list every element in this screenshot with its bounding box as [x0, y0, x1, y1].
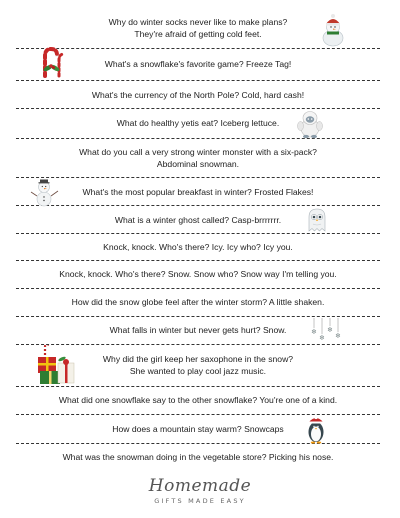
candy-cane-icon	[36, 46, 68, 80]
penguin-icon	[306, 416, 326, 444]
joke-strip-10	[16, 290, 380, 314]
joke-text: What did one snowflake say to the other snowflake? You're one of a kind.	[58, 394, 338, 405]
joke-strip-9	[16, 262, 380, 286]
joke-strip-4	[16, 110, 380, 136]
joke-text: What is a winter ghost called? Casp-brrrrrrr.	[114, 214, 282, 225]
cut-line	[16, 108, 380, 109]
joke-text: What do you call a very strong winter monster with a six-pack? Abdominal snowman.	[79, 146, 317, 169]
svg-text:❄: ❄	[327, 326, 333, 334]
joke-text: What's a snowflake's favorite game? Freeze Tag!	[104, 58, 292, 69]
brand-logo-name: Homemade	[148, 476, 252, 496]
cut-line	[16, 316, 380, 317]
cut-line	[16, 288, 380, 289]
joke-text: What falls in winter but never gets hurt? Snow.	[109, 324, 287, 335]
joke-text: What was the snowman doing in the vegetable store? Picking his nose.	[62, 451, 334, 462]
brand-tagline: GIFTS MADE EASY	[154, 497, 246, 505]
snowman-red-hat-icon	[318, 13, 348, 47]
joke-text: What do healthy yetis eat? Iceberg lettuce.	[116, 117, 280, 128]
cut-line	[16, 414, 380, 415]
joke-strip-3	[16, 82, 380, 108]
joke-strip-15	[16, 445, 380, 469]
joke-text: What's the currency of the North Pole? Cold, hard cash!	[91, 89, 305, 100]
cut-line	[16, 386, 380, 387]
joke-text: Knock, knock. Who's there? Snow. Snow who? Snow way I'm telling you.	[59, 268, 337, 279]
ghost-owl-icon	[306, 207, 328, 233]
cut-line	[16, 205, 380, 206]
gift-boxes-icon	[36, 345, 76, 385]
joke-text: Why do winter socks never like to make plans? They're afraid of getting cold feet.	[108, 16, 288, 39]
hanging-snowflakes-icon	[308, 318, 344, 344]
yeti-icon	[296, 109, 324, 139]
cut-line	[16, 177, 380, 178]
joke-text: What's the most popular breakfast in winter? Frosted Flakes!	[82, 186, 314, 197]
joke-strip-2	[16, 50, 380, 78]
cut-line	[16, 138, 380, 139]
joke-text: How did the snow globe feel after the winter storm? A little shaken.	[71, 296, 325, 307]
joke-strip-6	[16, 179, 380, 205]
svg-text:❄: ❄	[319, 334, 325, 342]
cut-line	[16, 233, 380, 234]
joke-text: Knock, knock. Who's there? Icy. Icy who? Icy you.	[103, 241, 293, 252]
cut-line	[16, 48, 380, 49]
cut-line	[16, 80, 380, 81]
svg-text:❄: ❄	[311, 328, 317, 336]
svg-text:❄: ❄	[335, 332, 341, 340]
cut-line	[16, 260, 380, 261]
joke-strip-8	[16, 235, 380, 259]
joke-text: Why did the girl keep her saxophone in the snow? She wanted to play cool jazz music.	[102, 353, 294, 376]
joke-strip-13	[16, 388, 380, 412]
joke-text: How does a mountain stay warm? Snowcaps	[112, 423, 284, 434]
snowman-icon	[30, 179, 60, 207]
joke-strip-5	[16, 140, 380, 176]
